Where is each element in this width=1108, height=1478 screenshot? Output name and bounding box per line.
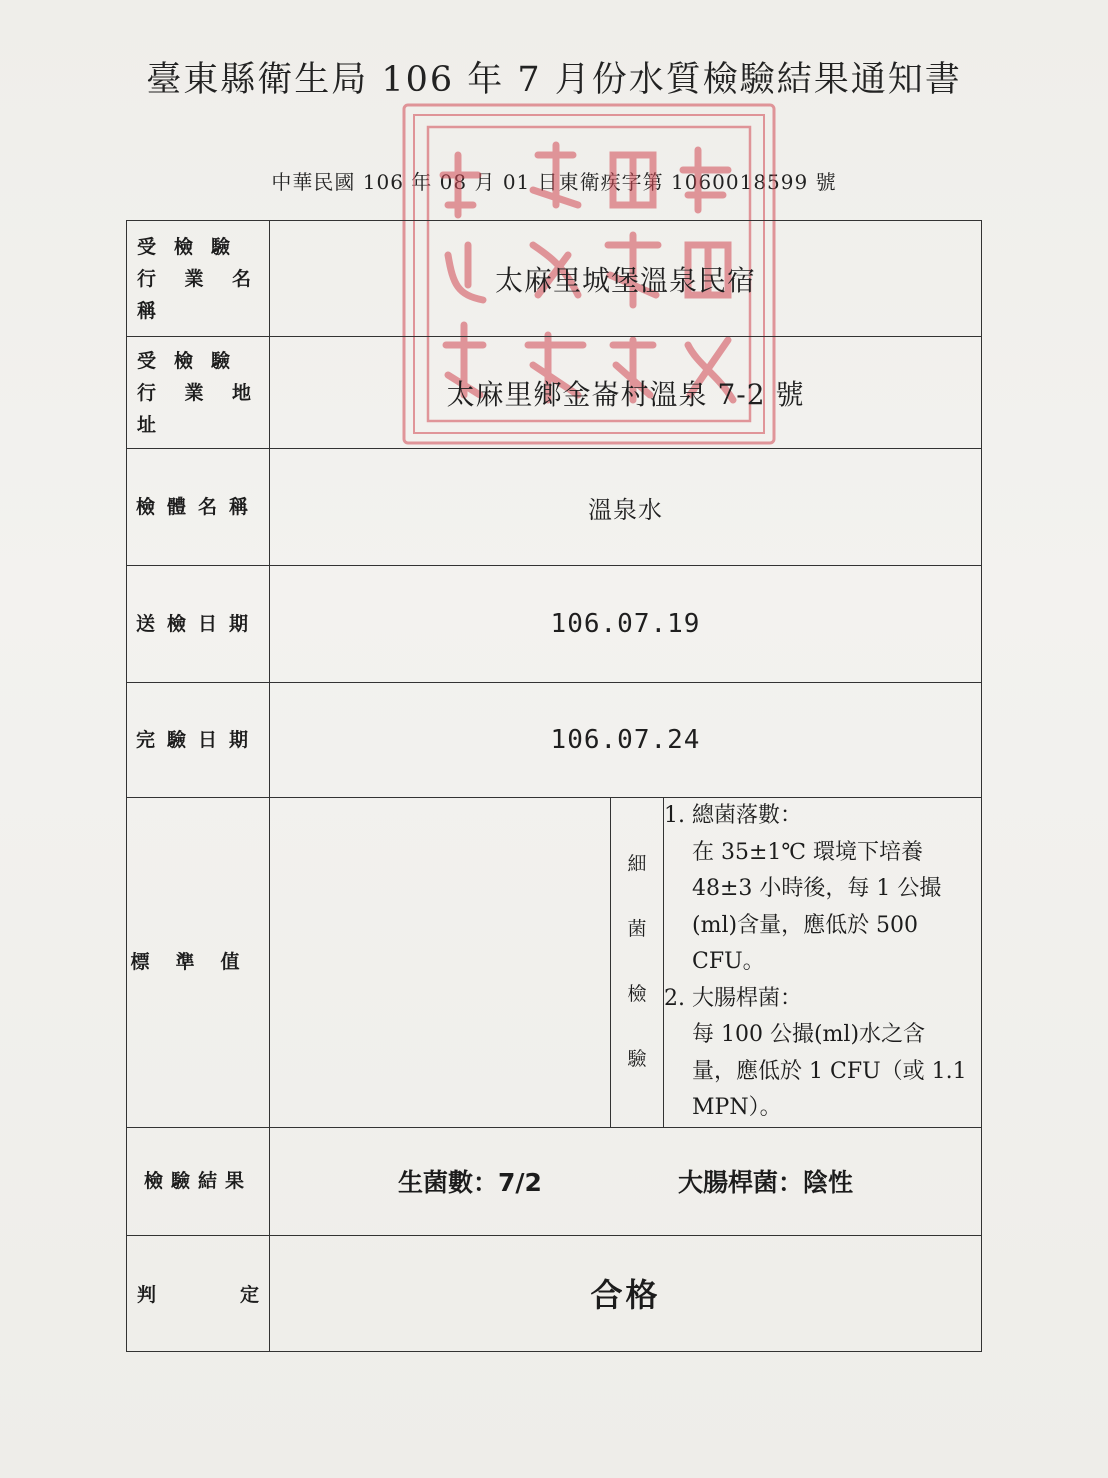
coliform-result: 大腸桿菌：陰性 xyxy=(677,1168,853,1197)
side-char: 驗 xyxy=(627,1048,647,1071)
business-name-label-line1: 受檢驗 xyxy=(137,235,249,258)
inspection-result-table xyxy=(126,220,982,1352)
standard-text-block xyxy=(664,798,982,1127)
standard-line: 48±3 小時後，每 1 公撮 xyxy=(692,876,942,901)
table-row xyxy=(127,798,982,1128)
standard-line: MPN）。 xyxy=(692,1095,782,1120)
business-address-label-line2: 行業地址 xyxy=(137,381,269,436)
business-address-value: 太麻里鄉金崙村溫泉 7-2 號 xyxy=(270,337,982,449)
standard-line: 量，應低於 1 CFU（或 1.1 xyxy=(692,1058,967,1084)
standard-detail-cell xyxy=(611,798,982,1128)
sample-name-label: 檢體名稱 xyxy=(127,449,270,566)
result-label: 檢驗結果 xyxy=(127,1127,270,1235)
standard-line: 每 100 公撮(ml)水之含 xyxy=(692,1022,926,1047)
judgment-label-right: 定 xyxy=(239,1283,259,1306)
table-row xyxy=(127,566,982,683)
business-address-label-line1: 受檢驗 xyxy=(137,349,249,372)
business-name-value: 太麻里城堡溫泉民宿 xyxy=(270,221,982,337)
standard-line: 1. 總菌落數： xyxy=(664,803,802,828)
standard-line: 在 35±1℃ 環境下培養 xyxy=(692,839,924,865)
table-row xyxy=(127,683,982,798)
complete-date-label: 完驗日期 xyxy=(127,683,270,798)
table-row xyxy=(127,221,982,337)
business-name-label-line2: 行業名稱 xyxy=(137,267,269,322)
business-address-label xyxy=(127,337,270,449)
standard-detail-table xyxy=(611,798,981,1127)
table-row xyxy=(127,337,982,449)
side-char: 細 xyxy=(627,853,647,876)
sample-name-value: 溫泉水 xyxy=(270,449,982,566)
judgment-value: 合格 xyxy=(270,1235,982,1351)
standard-label: 標準值 xyxy=(127,798,270,1128)
standard-line: (ml)含量，應低於 500 xyxy=(692,912,919,938)
table-row xyxy=(127,1127,982,1235)
result-values xyxy=(270,1127,982,1235)
side-char: 菌 xyxy=(627,918,647,941)
complete-date-value: 106.07.24 xyxy=(270,683,982,798)
document-title: 臺東縣衛生局 106 年 7 月份水質檢驗結果通知書 xyxy=(146,60,962,100)
submit-date-value: 106.07.19 xyxy=(270,566,982,683)
table-row xyxy=(127,1235,982,1351)
standard-line: CFU。 xyxy=(692,949,765,974)
standard-blank-area xyxy=(270,798,611,1128)
bacteria-count-result: 生菌數：7/2 xyxy=(398,1168,542,1197)
document-number: 中華民國 106 年 08 月 01 日東衛疾字第 1060018599 號 xyxy=(271,170,837,194)
submit-date-label: 送檢日期 xyxy=(127,566,270,683)
table-row xyxy=(127,449,982,566)
judgment-label xyxy=(127,1235,270,1351)
judgment-label-left: 判 xyxy=(137,1283,157,1306)
business-name-label xyxy=(127,221,270,337)
bacteria-test-side-label xyxy=(611,798,664,1127)
standard-line: 2. 大腸桿菌： xyxy=(664,985,802,1011)
side-char: 檢 xyxy=(627,983,647,1006)
